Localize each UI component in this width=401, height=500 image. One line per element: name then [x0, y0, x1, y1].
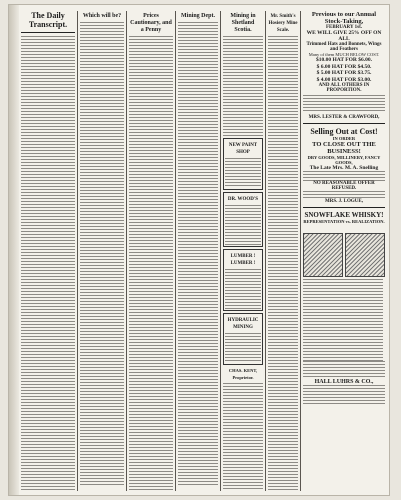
illustration-right-icon	[345, 233, 385, 277]
column-2	[80, 11, 124, 491]
column-6	[268, 11, 298, 491]
footer-firm: HALL LUHRS & CO.,	[314, 379, 374, 385]
whisky-ad: SNOWFLAKE WHISKY! REPRESENTATION vs. REALIZATION.	[303, 211, 385, 361]
column-3-heading: Prices Cautionary, and a Penny	[130, 13, 172, 33]
stock-taking-ad: Previous to our Annual Stock-Taking, FEBRUARY 1st. WE WILL GIVE 25% OFF ON ALL Trimmed Hats and Bonnets, Wings and Feathers Many of them MUCH BELOW COST. $10.00 HAT FOR $6.00. $ 6.00 HAT FOR $4.50. $ 5.00 HAT FOR $3.75. $ 4.00 HAT FOR $3.00. AND ALL OTHERS IN PROPORTION. MRS. LESTER & CRAWFORD,	[303, 11, 385, 120]
page-binding	[9, 5, 19, 495]
proprietor-line: CHAS. KENT, Proprietor.	[228, 368, 258, 380]
column-3	[129, 11, 173, 491]
lumber-ad: LUMBER ! LUMBER !	[223, 249, 263, 311]
column-5	[223, 11, 263, 491]
column-5-heading: Mining in Shetland Scotia.	[230, 13, 256, 33]
hydraulic-ad: HYDRAULIC MINING	[223, 313, 263, 365]
ad-column	[303, 11, 385, 491]
column-4-heading: Mining Dept.	[180, 13, 215, 19]
dr-wood-ad: DR. WOOD'S	[223, 192, 263, 247]
column-4	[178, 11, 218, 491]
illustration-left-icon	[303, 233, 343, 277]
newspaper-page	[8, 4, 390, 496]
paint-shop-ad: NEW PAINT SHOP	[223, 138, 263, 190]
column-6-heading: Mr. Smith's Hosiery Mine Scale.	[268, 14, 298, 33]
column-1	[21, 11, 75, 491]
selling-out-ad: Selling Out at Cost! IN ORDER TO CLOSE OUT THE BUSINESS! DRY GOODS, MILLINERY, FANCY GOODS, The Late Mrs. M. A. Snelling NO REASONABLE OFFER REFUSED. MRS. J. LOGUE,	[303, 127, 385, 204]
masthead-title: The Daily Transcript.	[28, 11, 68, 29]
column-2-heading: Which will be?	[82, 13, 122, 19]
